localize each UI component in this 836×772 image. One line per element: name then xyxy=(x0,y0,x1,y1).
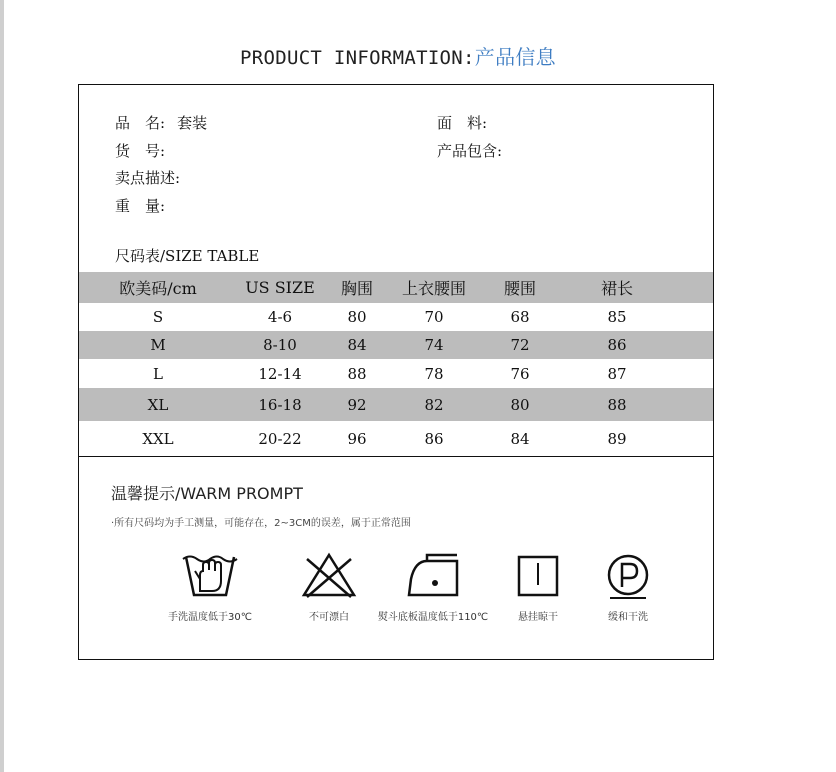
info-package-field xyxy=(437,141,502,161)
iron-icon xyxy=(403,551,463,601)
size-table-caption: 尺码表/SIZE TABLE xyxy=(115,247,260,265)
table-cell: 78 xyxy=(424,364,444,383)
info-selling-points-label: 卖点描述: xyxy=(115,169,181,187)
care-item-dry-clean xyxy=(568,551,688,625)
size-table-header-row xyxy=(79,272,714,303)
care-item-hand-wash xyxy=(150,551,270,625)
warm-prompt-note: ·所有尺码均为手工测量，可能存在，2~3CM的误差，属于正常范围 xyxy=(111,518,411,529)
table-cell: 85 xyxy=(607,308,627,326)
info-weight-field xyxy=(115,196,165,216)
table-cell: M xyxy=(150,336,166,354)
table-cell: 86 xyxy=(607,336,627,354)
left-edge-strip xyxy=(0,0,4,772)
table-cell: 70 xyxy=(424,308,444,326)
size-header-us: US SIZE xyxy=(245,278,315,297)
table-cell: 84 xyxy=(510,429,530,448)
table-cell: 89 xyxy=(607,429,627,448)
info-material-label: 面 料: xyxy=(437,114,488,132)
info-name-field xyxy=(115,113,207,133)
info-item-no-label: 货 号: xyxy=(115,142,166,160)
table-cell: 82 xyxy=(424,395,444,414)
no-bleach-icon xyxy=(299,551,359,601)
product-info-card xyxy=(78,84,714,660)
size-header-bust: 胸围 xyxy=(340,279,373,298)
section-divider xyxy=(79,456,714,457)
care-label: 缓和干洗 xyxy=(608,612,648,623)
warm-prompt-title: 温馨提示/WARM PROMPT xyxy=(111,484,303,503)
table-cell: S xyxy=(152,308,164,326)
care-label: 不可漂白 xyxy=(309,612,349,623)
page-title xyxy=(0,42,796,73)
table-cell: 4-6 xyxy=(267,308,293,326)
hang-dry-icon xyxy=(508,551,568,601)
table-row xyxy=(79,359,714,388)
size-header-skirt-length: 裙长 xyxy=(600,279,633,298)
table-cell: 68 xyxy=(510,308,530,326)
table-cell: 20-22 xyxy=(258,429,302,448)
table-cell: 74 xyxy=(424,336,444,354)
care-item-no-bleach xyxy=(269,551,389,625)
care-label: 熨斗底板温度低于110℃ xyxy=(377,612,489,623)
info-weight-label: 重 量: xyxy=(115,197,166,215)
info-name-value: 套装 xyxy=(177,114,208,132)
care-label: 悬挂晾干 xyxy=(518,612,558,623)
size-header-top-waist: 上衣腰围 xyxy=(401,279,466,298)
table-cell: 88 xyxy=(607,395,627,414)
info-material-field xyxy=(437,113,487,133)
info-package-label: 产品包含: xyxy=(437,142,503,160)
table-cell: 87 xyxy=(607,364,627,383)
hand-wash-icon xyxy=(180,551,240,601)
info-item-no-field xyxy=(115,141,165,161)
care-item-iron xyxy=(373,551,493,625)
info-selling-points-field xyxy=(115,168,180,188)
size-table xyxy=(79,272,714,456)
table-cell: XXL xyxy=(142,429,174,448)
table-row xyxy=(79,331,714,359)
page-title-en: PRODUCT INFORMATION: xyxy=(240,47,475,69)
table-row xyxy=(79,421,714,456)
table-row xyxy=(79,388,714,421)
table-cell: 8-10 xyxy=(263,336,297,354)
table-cell: 16-18 xyxy=(258,395,302,414)
table-cell: 76 xyxy=(510,364,530,383)
table-cell: 84 xyxy=(347,336,367,354)
size-header-eu: 欧美码/cm xyxy=(119,279,197,298)
table-cell: L xyxy=(153,364,163,383)
table-cell: 80 xyxy=(347,308,367,326)
table-cell: 86 xyxy=(424,429,444,448)
care-label: 手洗温度低于30℃ xyxy=(168,612,252,623)
page-title-zh: 产品信息 xyxy=(474,45,556,69)
table-cell: 96 xyxy=(347,429,367,448)
table-cell: 12-14 xyxy=(258,364,302,383)
table-cell: 88 xyxy=(347,364,367,383)
table-cell: 72 xyxy=(510,336,530,354)
table-cell: XL xyxy=(147,395,169,414)
size-header-waist: 腰围 xyxy=(503,279,536,298)
table-cell: 80 xyxy=(510,395,530,414)
table-row xyxy=(79,303,714,331)
dry-clean-p-icon xyxy=(598,551,658,601)
info-name-label: 品 名: xyxy=(115,114,166,132)
table-cell: 92 xyxy=(347,395,367,414)
